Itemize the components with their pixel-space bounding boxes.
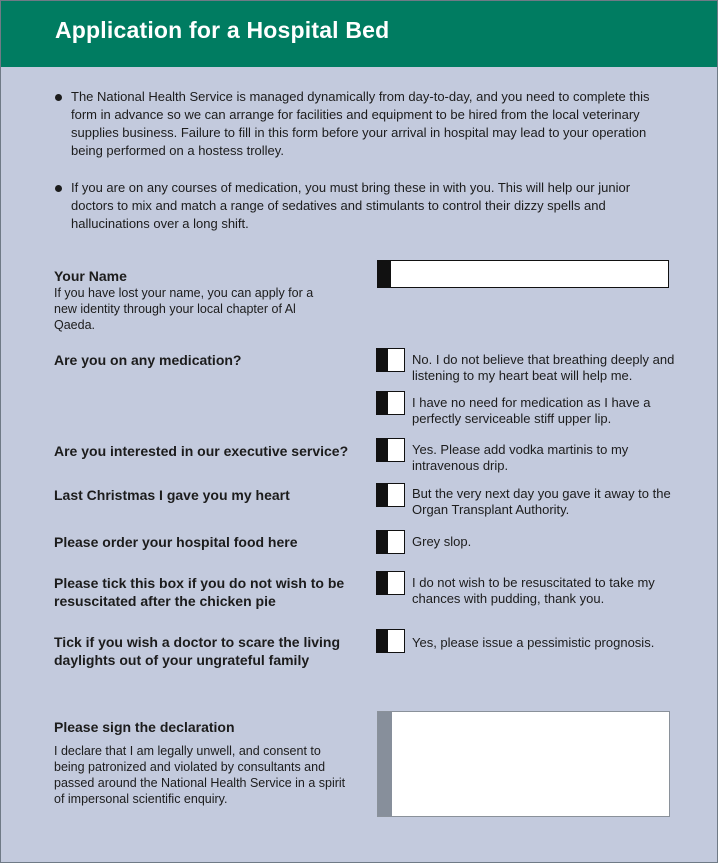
checkbox-marker bbox=[377, 630, 388, 652]
resuscitate-checkbox[interactable] bbox=[376, 571, 405, 595]
name-note: If you have lost your name, you can apply for a new identity through your local chapter of Al Qaeda. bbox=[54, 286, 314, 332]
name-input[interactable] bbox=[377, 260, 669, 288]
name-label: Your Name bbox=[54, 268, 127, 284]
checkbox-marker bbox=[377, 349, 388, 371]
executive-service-checkbox[interactable] bbox=[376, 438, 405, 462]
intro-bullets bbox=[55, 88, 675, 252]
declaration-label: Please sign the declaration bbox=[54, 719, 235, 735]
medication-stiff-lip-checkbox[interactable] bbox=[376, 391, 405, 415]
bullet-dot-icon bbox=[55, 94, 62, 101]
question-resuscitate-label: Please tick this box if you do not wish to be resuscitated after the chicken pie bbox=[54, 575, 345, 609]
checkbox-marker bbox=[377, 484, 388, 506]
medication-stiff-lip-option: I have no need for medication as I have a perfectly serviceable stiff upper lip. bbox=[412, 395, 651, 426]
signature-box[interactable] bbox=[377, 711, 670, 817]
christmas-heart-checkbox[interactable] bbox=[376, 483, 405, 507]
executive-service-option: Yes. Please add vodka martinis to my intravenous drip. bbox=[412, 442, 629, 473]
food-checkbox[interactable] bbox=[376, 530, 405, 554]
food-option: Grey slop. bbox=[412, 534, 472, 549]
medication-no-option: No. I do not believe that breathing deeply and listening to my heart beat will help me. bbox=[412, 352, 675, 383]
bullet-dot-icon bbox=[55, 185, 62, 192]
scare-family-checkbox[interactable] bbox=[376, 629, 405, 653]
checkbox-marker bbox=[377, 392, 388, 414]
medication-no-checkbox[interactable] bbox=[376, 348, 405, 372]
resuscitate-option: I do not wish to be resuscitated to take my chances with pudding, thank you. bbox=[412, 575, 655, 606]
signature-marker bbox=[378, 712, 392, 816]
field-marker bbox=[378, 261, 391, 287]
scare-family-option: Yes, please issue a pessimistic prognosis. bbox=[412, 635, 655, 650]
declaration-text: I declare that I am legally unwell, and consent to being patronized and violated by consultants and passed around the National Health Service in a spirit of impersonal scientific enquiry. bbox=[54, 744, 346, 806]
form-title: Application for a Hospital Bed bbox=[55, 17, 390, 43]
checkbox-marker bbox=[377, 439, 388, 461]
intro-bullet-text: The National Health Service is managed dynamically from day-to-day, and you need to complete this form in advance so we can arrange for facilities and equipment to be hired from the local veterinary supplies business. Failure to fill in this form before your arrival in hospital may lead to your operation being performed on a hostess trolley. bbox=[71, 89, 650, 158]
declaration-section bbox=[54, 718, 354, 807]
checkbox-marker bbox=[377, 572, 388, 594]
christmas-heart-option: But the very next day you gave it away to the Organ Transplant Authority. bbox=[412, 486, 671, 517]
form-header bbox=[1, 1, 717, 67]
question-medication-label: Are you on any medication? bbox=[54, 352, 242, 368]
question-executive-label: Are you interested in our executive service? bbox=[54, 443, 349, 459]
question-christmas-label: Last Christmas I gave you my heart bbox=[54, 487, 290, 503]
checkbox-marker bbox=[377, 531, 388, 553]
name-section bbox=[54, 267, 339, 333]
intro-bullet bbox=[55, 179, 675, 233]
intro-bullet-text: If you are on any courses of medication, you must bring these in with you. This will help our junior doctors to mix and match a range of sedatives and stimulants to control their dizzy spells and hallucinations over a long shift. bbox=[71, 180, 631, 231]
question-food-label: Please order your hospital food here bbox=[54, 534, 298, 550]
question-scare-label: Tick if you wish a doctor to scare the living daylights out of your ungrateful family bbox=[54, 634, 341, 668]
intro-bullet bbox=[55, 88, 675, 160]
